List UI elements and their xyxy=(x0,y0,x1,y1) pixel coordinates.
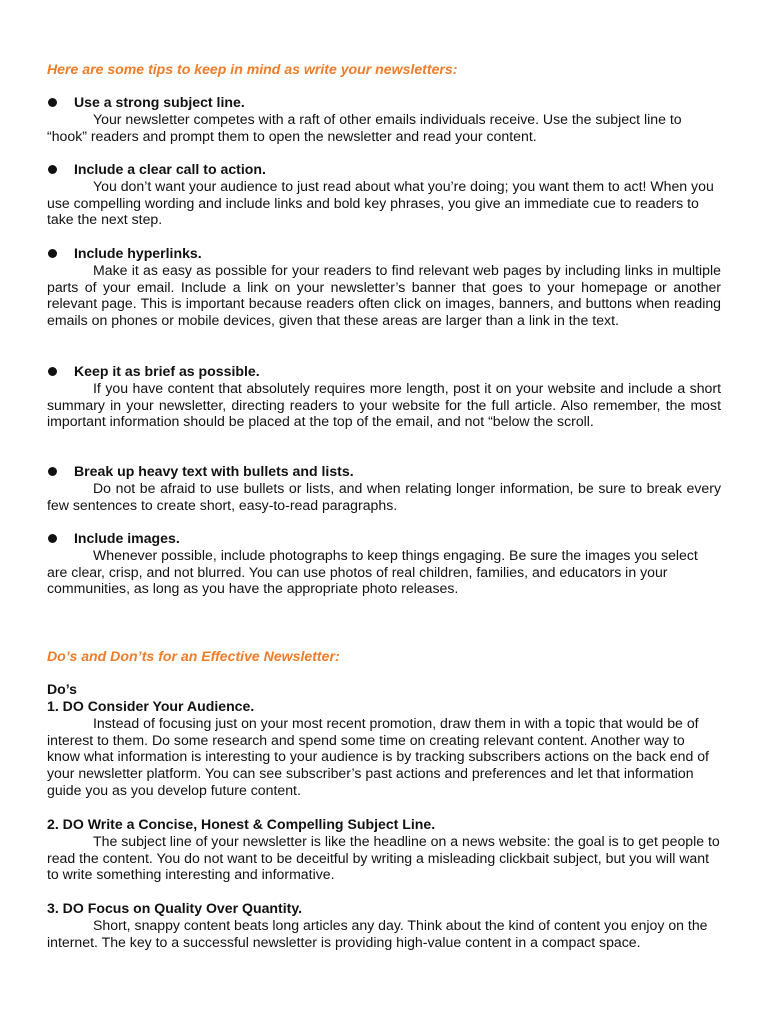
tip-item xyxy=(47,363,721,430)
tip-item xyxy=(47,161,721,228)
do-title: 2. DO Write a Concise, Honest & Compelling Subject Line. xyxy=(47,816,436,832)
tip-item xyxy=(47,463,721,513)
bullet-icon xyxy=(48,367,57,376)
bullet-icon xyxy=(48,534,57,543)
bullet-icon xyxy=(48,98,57,107)
tips-heading: Here are some tips to keep in mind as write your newsletters: xyxy=(47,61,458,77)
do-item xyxy=(47,900,721,950)
tip-body: Your newsletter competes with a raft of other emails individuals receive. Use the subject line to “hook” readers and prompt them to open the newsletter and read your content. xyxy=(47,110,682,144)
tip-body: Whenever possible, include photographs to keep things engaging. Be sure the images you select are clear, crisp, and not blurred. You can use photos of real children, families, and educators in your communities, as long as you have the appropriate photo releases. xyxy=(47,546,698,597)
do-item xyxy=(47,698,721,799)
tip-body: You don’t want your audience to just read about what you’re doing; you want them to act! When you use compelling wording and include links and bold key phrases, you give an immediate cue to readers to take the next step. xyxy=(47,177,714,228)
tip-body: If you have content that absolutely requires more length, post it on your website and include a short summary in your newsletter, directing readers to your website for the full article. Also remember, the most important information should be placed at the top of the email, and not “below the scroll. xyxy=(47,379,721,430)
dos-label: Do’s xyxy=(47,681,78,697)
do-title: 1. DO Consider Your Audience. xyxy=(47,698,255,714)
tip-title: Include hyperlinks. xyxy=(47,245,721,262)
do-item xyxy=(47,816,721,883)
tip-title: Include a clear call to action. xyxy=(47,161,721,178)
tip-title: Keep it as brief as possible. xyxy=(47,363,721,380)
tip-title: Use a strong subject line. xyxy=(47,94,721,111)
do-body: The subject line of your newsletter is like the headline on a news website: the goal is to get people to read the content. You do not want to be deceitful by writing a misleading clickbait subject, but you will want to write something interesting and informative. xyxy=(47,832,720,883)
bullet-icon xyxy=(48,165,57,174)
tip-item xyxy=(47,94,721,144)
tip-body: Do not be afraid to use bullets or lists, and when relating longer information, be sure to break every few sentences to create short, easy-to-read paragraphs. xyxy=(47,479,721,513)
do-body: Instead of focusing just on your most recent promotion, draw them in with a topic that would be of interest to them. Do some research and spend some time on creating relevant content. Another way to know what information is interesting to your audience is by tracking subscribers actions on the back end of your newsletter platform. You can see subscriber’s past actions and preferences and let that information guide you as you develop future content. xyxy=(47,714,709,798)
tip-title: Break up heavy text with bullets and lists. xyxy=(47,463,721,480)
tip-item xyxy=(47,530,721,597)
tip-item xyxy=(47,245,721,329)
do-body: Short, snappy content beats long articles any day. Think about the kind of content you enjoy on the internet. The key to a successful newsletter is providing high-value content in a compact space. xyxy=(47,916,708,950)
tip-body: Make it as easy as possible for your readers to find relevant web pages by including links in multiple parts of your email. Include a link on your newsletter’s banner that goes to your homepage or another relevant page. This is important because readers often click on images, banners, and buttons when reading emails on phones or mobile devices, given that these areas are larger than a link in the text. xyxy=(47,261,721,329)
bullet-icon xyxy=(48,249,57,258)
tip-title: Include images. xyxy=(47,530,721,547)
dos-donts-heading: Do’s and Don’ts for an Effective Newsletter: xyxy=(47,648,340,664)
bullet-icon xyxy=(48,467,57,476)
do-title: 3. DO Focus on Quality Over Quantity. xyxy=(47,900,303,916)
